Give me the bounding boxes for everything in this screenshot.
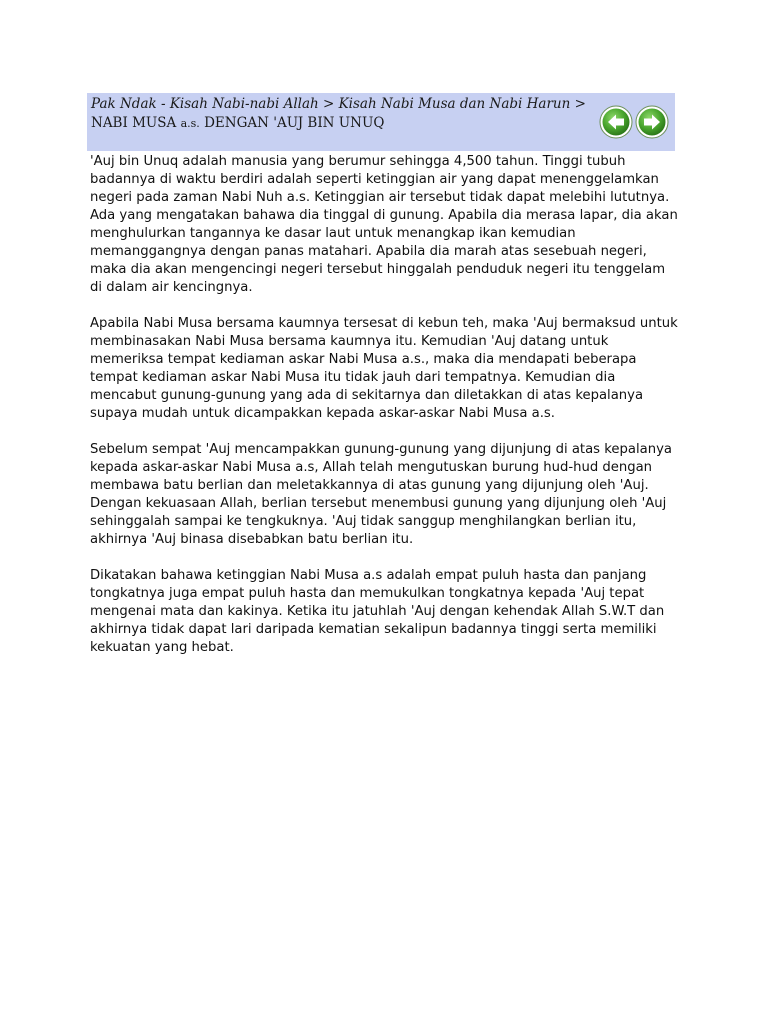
paragraph: Dikatakan bahawa ketinggian Nabi Musa a.s adalah empat puluh hasta dan panjang tongkatnya juga empat puluh hasta dan memukulkan tongkatnya kepada 'Auj tepat mengenai mata dan kakinya. Ketika itu jatuhlah 'Auj dengan kehendak Allah S.W.T dan akhirnya tidak dapat lari daripada kematian sekalipun badannya tinggi serta memiliki kekuatan yang hebat. [90, 568, 665, 655]
previous-button[interactable] [599, 105, 633, 139]
title-text-2: a.s. [180, 117, 200, 130]
title-text-1: NABI MUSA [91, 115, 181, 131]
paragraph: 'Auj bin Unuq adalah manusia yang berumur sehingga 4,500 tahun. Tinggi tubuh badannya di waktu berdiri adalah seperti ketinggian air yang dapat menenggelamkan negeri pada zaman Nabi Nuh a.s. Ketinggian air tersebut tidak dapat melebihi lututnya. Ada yang mengatakan bahawa dia tinggal di gunung. Apabila dia merasa lapar, dia akan menghulurkan tangannya ke dasar laut untuk menangkap ikan kemudian memanggangnya dengan panas matahari. Apabila dia marah atas sesebuah negeri, maka dia akan mengencingi negeri tersebut hinggalah penduduk negeri itu tenggelam di dalam air kencingnya. [90, 154, 678, 295]
arrow-left-icon [599, 105, 633, 139]
paragraph: Sebelum sempat 'Auj mencampakkan gunung-gunung yang dijunjung di atas kepalanya kepada askar-askar Nabi Musa a.s, Allah telah mengutuskan burung hud-hud dengan membawa batu berlian dan meletakkannya di atas gunung yang dijunjung oleh 'Auj. Dengan kekuasaan Allah, berlian tersebut menembusi gunung yang dijunjung oleh 'Auj sehinggalah sampai ke tengkuknya. 'Auj tidak sanggup menghilangkan berlian itu, akhirnya 'Auj binasa disebabkan batu berlian itu. [90, 442, 672, 547]
page-title [91, 115, 384, 131]
page-header [87, 93, 675, 151]
title-text-3: DENGAN 'AUJ BIN UNUQ [199, 115, 385, 131]
next-button[interactable] [635, 105, 669, 139]
article-body [90, 153, 680, 675]
arrow-right-icon [635, 105, 669, 139]
breadcrumb[interactable]: Pak Ndak - Kisah Nabi-nabi Allah > Kisah Nabi Musa dan Nabi Harun > [91, 96, 586, 112]
paragraph: Apabila Nabi Musa bersama kaumnya tersesat di kebun teh, maka 'Auj bermaksud untuk membinasakan Nabi Musa bersama kaumnya itu. Kemudian 'Auj datang untuk memeriksa tempat kediaman askar Nabi Musa a.s., maka dia mendapati beberapa tempat kediaman askar Nabi Musa itu tidak jauh dari tempatnya. Kemudian dia mencabut gunung-gunung yang ada di sekitarnya dan diletakkan di atas kepalanya supaya mudah untuk dicampakkan kepada askar-askar Nabi Musa a.s. [90, 316, 678, 421]
